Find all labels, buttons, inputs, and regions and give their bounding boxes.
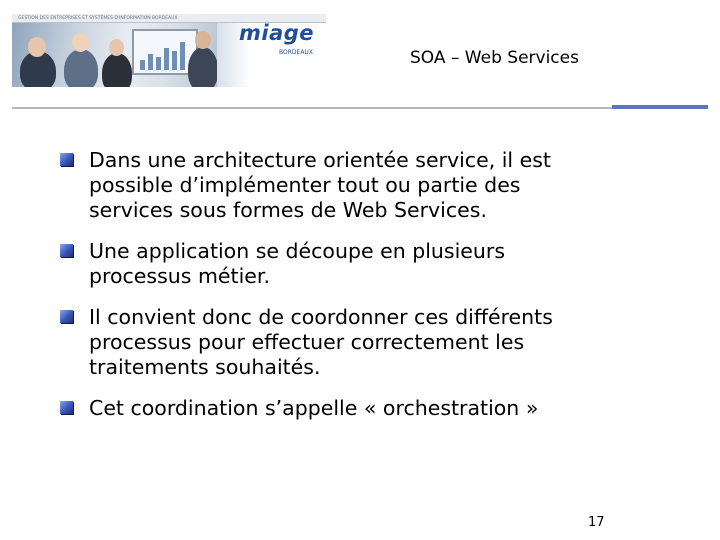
banner-strip-text: GESTION DES ENTREPRISES ET SYSTÈMES D'INFORMATION BORDEAUX	[12, 14, 326, 23]
bullet-text: Dans une architecture orientée service, il est possible d’implémenter tout ou partie des services sous formes de Web Services.	[89, 148, 551, 222]
header-divider	[12, 107, 612, 109]
square-bullet-icon	[60, 153, 73, 166]
list-item	[60, 396, 680, 421]
slide-header-title: SOA – Web Services	[410, 48, 579, 68]
square-bullet-icon	[60, 401, 73, 414]
list-item	[60, 239, 680, 289]
list-item	[60, 148, 680, 223]
list-item	[60, 305, 680, 380]
bullet-text: Il convient donc de coordonner ces différents processus pour effectuer correctement les traitements souhaités.	[89, 305, 553, 379]
miage-logo: miage	[239, 21, 315, 45]
bullet-text: Cet coordination s’appelle « orchestration »	[89, 396, 539, 420]
bullet-text: Une application se découpe en plusieurs processus métier.	[89, 239, 506, 288]
bullet-list	[60, 148, 680, 437]
header-divider-accent	[612, 105, 708, 109]
square-bullet-icon	[60, 244, 73, 257]
miage-logo-subtext: BORDEAUX	[279, 49, 313, 56]
square-bullet-icon	[60, 310, 73, 323]
page-number: 17	[588, 515, 605, 530]
business-meeting-photo	[12, 23, 217, 87]
